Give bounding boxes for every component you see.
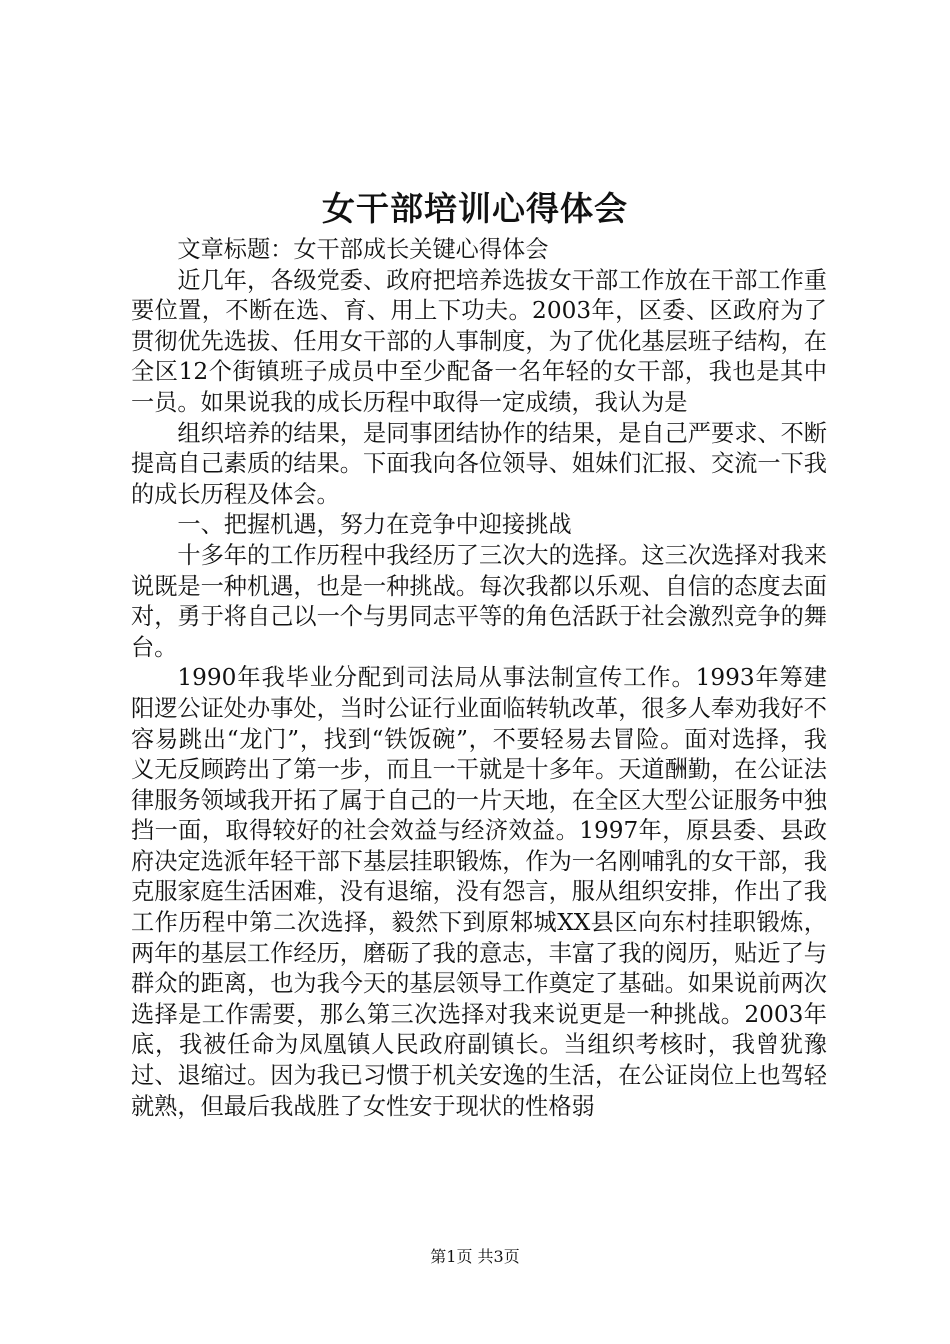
intro-paragraph: 近几年，各级党委、政府把培养选拔女干部工作放在干部工作重要位置，不断在选、育、用上下功夫。2003年，区委、区政府为了贯彻优先选拔、任用女干部的人事制度，为了优化基层班子结构，在全区12个街镇班子成员中至少配备一名年轻的女干部，我也是其中一员。如果说我的成长历程中取得一定成绩，我认为是 xyxy=(131,266,827,416)
career-history-paragraph: 1990年我毕业分配到司法局从事法制宣传工作。1993年筹建阳逻公证处办事处，当时公证行业面临转轨改革，很多人奉劝我好不容易跳出“龙门”，找到“铁饭碗”，不要轻易去冒险。面对选择，我义无反顾跨出了第一步，而且一干就是十多年。天道酬勤，在公证法律服务领域我开拓了属于自己的一片天地，在全区大型公证服务中独挡一面，取得较好的社会效益与经济效益。1997年，原县委、县政府决定选派年轻干部下基层挂职锻炼，作为一名刚哺乳的女干部，我克服家庭生活困难，没有退缩，没有怨言，服从组织安排，作出了我工作历程中第二次选择，毅然下到原邾城XX县区向东村挂职锻炼，两年的基层工作经历，磨砺了我的意志，丰富了我的阅历，贴近了与群众的距离，也为我今天的基层领导工作奠定了基础。如果说前两次选择是工作需要，那么第三次选择对我来说更是一种挑战。2003年底，我被任命为凤凰镇人民政府副镇长。当组织考核时，我曾犹豫过、退缩过。因为我已习惯于机关安逸的生活，在公证岗位上也驾轻就熟，但最后我战胜了女性安于现状的性格弱 xyxy=(131,664,827,1120)
document-title: 女干部培训心得体会 xyxy=(322,189,628,228)
page-number-footer: 第1页 共3页 xyxy=(430,1247,520,1266)
continuation-paragraph: 组织培养的结果，是同事团结协作的结果，是自己严要求、不断提高自己素质的结果。下面我向各位领导、姐妹们汇报、交流一下我的成长历程及体会。 xyxy=(131,419,827,508)
article-subtitle-paragraph: 文章标题：女干部成长关键心得体会 xyxy=(177,236,549,263)
document-body xyxy=(131,235,827,1122)
section-heading-paragraph: 一、把握机遇，努力在竞争中迎接挑战 xyxy=(177,511,572,539)
choices-paragraph: 十多年的工作历程中我经历了三次大的选择。这三次选择对我来说既是一种机遇，也是一种挑战。每次我都以乐观、自信的态度去面对，勇于将自己以一个与男同志平等的角色活跃于社会激烈竞争的舞台。 xyxy=(131,541,827,661)
